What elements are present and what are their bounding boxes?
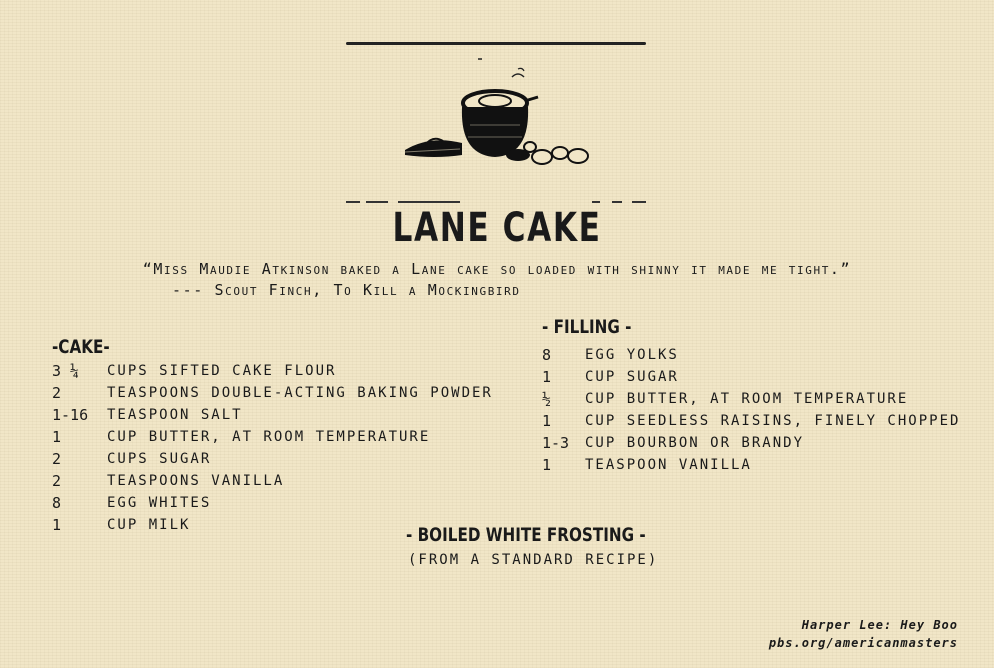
- list-item: 1 CUP SUGAR: [542, 368, 679, 386]
- list-item: 1-16 TEASPOON SALT: [52, 406, 243, 424]
- filling-heading: - FILLING -: [542, 316, 632, 338]
- quote: “Miss Maudie Atkinson baked a Lane cake so loaded with shinny it made me tight.”: [142, 260, 852, 278]
- deco-dash: [346, 201, 360, 203]
- deco-dash: [612, 201, 622, 203]
- list-item: 1 TEASPOON VANILLA: [542, 456, 752, 474]
- deco-dash: [592, 201, 600, 203]
- list-item: ½ CUP BUTTER, AT ROOM TEMPERATURE: [542, 390, 909, 408]
- cake-heading: -CAKE-: [52, 336, 110, 358]
- list-item: 2 TEASPOONS DOUBLE-ACTING BAKING POWDER: [52, 384, 493, 402]
- filling-ingredient-list: [542, 344, 987, 476]
- credit-url: pbs.org/americanmasters: [768, 636, 958, 650]
- list-item: 2 CUPS SUGAR: [52, 450, 212, 468]
- credit-line: Harper Lee: Hey Boo: [801, 618, 958, 632]
- cauldron-illustration: [400, 55, 600, 170]
- list-item: 2 TEASPOONS VANILLA: [52, 472, 285, 490]
- frosting-heading: - BOILED WHITE FROSTING -: [406, 524, 646, 546]
- list-item: 1 CUP MILK: [52, 516, 191, 534]
- frosting-note: (FROM A STANDARD RECIPE): [408, 552, 659, 568]
- deco-dash: [398, 201, 460, 203]
- list-item: 1 CUP BUTTER, AT ROOM TEMPERATURE: [52, 428, 431, 446]
- list-item: 8 EGG WHITES: [52, 494, 212, 512]
- list-item: 1-3 CUP BOURBON OR BRANDY: [542, 434, 805, 452]
- recipe-title: LANE CAKE: [392, 205, 602, 251]
- deco-dash: [366, 201, 388, 203]
- top-rule: [346, 42, 646, 45]
- list-item: 1 CUP SEEDLESS RAISINS, FINELY CHOPPED: [542, 412, 961, 430]
- credits: [769, 616, 958, 652]
- list-item: 3 ¼ CUPS SIFTED CAKE FLOUR: [52, 362, 337, 380]
- deco-dash: [632, 201, 646, 203]
- quote-attribution: --- Scout Finch, To Kill a Mockingbird: [172, 281, 521, 299]
- cake-ingredient-list: [52, 360, 522, 536]
- list-item: 8 EGG YOLKS: [542, 346, 679, 364]
